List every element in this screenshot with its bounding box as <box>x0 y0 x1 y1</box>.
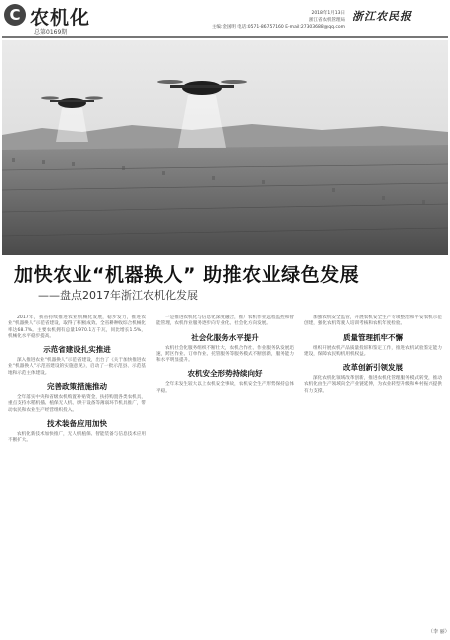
section-subheading: 社会化服务水平提升 <box>191 332 259 342</box>
editor-contact-line: 主编:金国明 电话:0571-86757160 E-mail:27303688@qq.com <box>211 25 345 30</box>
section-subheading: 改革创新引领发展 <box>343 363 403 373</box>
body-paragraph: 深化农机化领域改革创新，推进农机化管理服务模式转变，推动农机化由生产领域向全产业链延伸，为农业转型升级和乡村振兴提供有力支撑。 <box>304 376 442 394</box>
body-paragraph: 深入推进农业“机器换人”示范省建设，出台了《关于加快推进农业“机器换人”示范省建设的实施意见》，启动了一批示范县、示范基地和示范主体建设。 <box>8 358 146 376</box>
article-column-2 <box>156 315 294 637</box>
body-paragraph: 全年未发生较大以上农机安全事故，农机安全生产形势保持总体平稳。 <box>156 382 294 394</box>
publisher-line: 浙江省农机管理局 <box>309 18 345 23</box>
section-letter-badge: C <box>4 4 26 26</box>
section-subheading: 农机安全形势持续向好 <box>187 369 263 379</box>
article-column-1 <box>8 315 146 637</box>
article-byline: （李 丽） <box>428 629 450 635</box>
article-headline: 加快农业“机器换人” 助推农业绿色发展 <box>14 264 360 286</box>
article-column-3 <box>304 315 442 637</box>
publication-meta <box>205 10 345 31</box>
body-paragraph: 全年落实中央和省级农机购置补贴资金，扶持购置各类农机具，重点支持水稻机插、植保无人机、烘干设备等薄弱环节机具推广，带动农民和农业生产经营组织投入。 <box>8 395 146 413</box>
section-subheading: 完善政策措施推动 <box>47 382 107 392</box>
section-subheading: 质量管理抓牢不懈 <box>343 332 403 342</box>
top-divider <box>2 36 448 38</box>
body-paragraph: 农机化新技术加快推广，无人机植保、智能装备与信息技术应用不断扩大。 <box>8 431 146 444</box>
drone-field-photo <box>2 40 448 255</box>
section-title: 农机化 <box>30 7 91 29</box>
body-paragraph: 农机社会化服务组织不断壮大，农机合作社、作业服务队发展迅速，跨区作业、订单作业、托管服务等服务模式不断创新，服务能力和水平明显提升。 <box>156 345 294 364</box>
issue-number: 总第0169期 <box>34 29 68 36</box>
paper-logo: 浙江农民报 <box>352 10 412 23</box>
body-paragraph: 组织开展农机产品质量投诉和鉴定工作，推进农机试验鉴定能力建设，保障农民购机用机权益。 <box>304 345 442 357</box>
body-paragraph: 2017年，我省持续推进农业机械化发展，稳步发力，推进农业“机器换人”示范省建设，取得了积极成效。全省耕种收综合机械化率达68.7%。主要农机拥有总量1970.1万千瓦，同比增长1.5%，机械化水平稳步提高。 <box>8 315 146 339</box>
body-paragraph: 加强农机安全监管，开展农机安全生产专项整治和平安农机示范创建，强化农机驾驶人培训考核和农机年度检验。 <box>304 315 442 327</box>
masthead <box>0 0 450 40</box>
article-subhead: ——盘点2017年浙江农机化发展 <box>38 289 198 302</box>
section-subheading: 示范省建设扎实推进 <box>43 345 111 355</box>
section-subheading: 技术装备应用加快 <box>47 418 107 428</box>
body-paragraph: 一是推进农机化与信息化深度融合，推广农机作业远程监控和智能管理，农机作业服务逐步向专业化、社会化方向发展。 <box>156 315 294 327</box>
publication-date: 2018年1月13日 <box>311 11 345 16</box>
